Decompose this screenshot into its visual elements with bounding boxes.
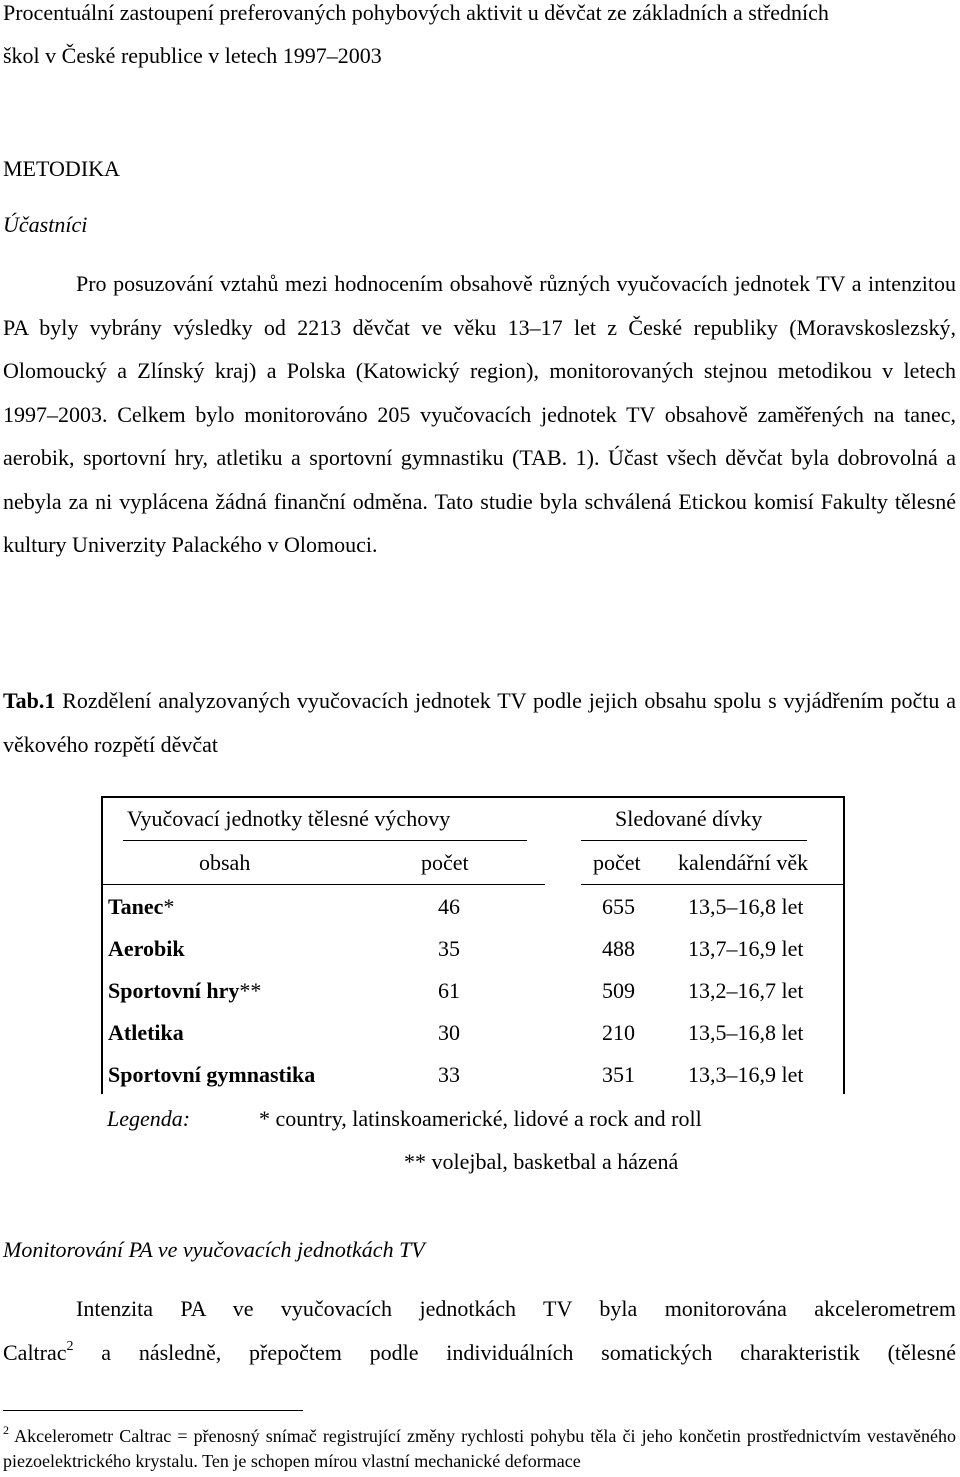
table-row (108, 1020, 184, 1046)
document-header-line-2: škol v České republice v letech 1997–2003 (3, 43, 382, 68)
table-subheader-content: obsah (199, 850, 251, 875)
table-group-header-lessons-label: Vyučovací jednotky tělesné výchovy (127, 806, 451, 831)
table-subheader-rule-right (581, 884, 845, 885)
monitoring-paragraph-line-1: Intenzita PA ve vyučovacích jednotkách TV byla monitorována akcelerometrem (76, 1296, 956, 1321)
row-activity-name: Sportovní gymnastika (108, 1062, 316, 1087)
row-girls-count: 655 (602, 894, 635, 919)
row-activity-name: Tanec (108, 894, 164, 919)
footnote-mark: 2 (3, 1423, 9, 1437)
subsection-monitoring: Monitorování PA ve vyučovacích jednotkách TV (3, 1237, 425, 1262)
footnote (3, 1424, 956, 1474)
row-activity-name: Sportovní hry (108, 978, 240, 1003)
table-caption (3, 679, 956, 766)
footnote-ref: 2 (66, 1338, 74, 1354)
row-activity-mark: * (163, 894, 175, 919)
table-row (108, 894, 174, 920)
table-row (108, 1062, 315, 1088)
row-age-range: 13,7–16,9 let (688, 936, 804, 961)
subsection-participants: Účastníci (3, 212, 88, 237)
row-lesson-count: 35 (438, 936, 460, 961)
table-subheader-count: počet (421, 850, 469, 875)
legend-label: Legenda: (107, 1106, 191, 1131)
row-activity-name: Atletika (108, 1020, 184, 1045)
table-subheader-age: kalendářní věk (678, 850, 809, 875)
row-girls-count: 351 (602, 1062, 635, 1087)
table-subheader-rule-left (103, 884, 545, 885)
document-header-line-1: Procentuální zastoupení preferovaných pohybových aktivit u děvčat ze základních a středních (3, 0, 829, 25)
table-group-header-lessons (127, 806, 450, 832)
row-age-range: 13,2–16,7 let (688, 978, 804, 1003)
activity-table (101, 796, 845, 1094)
table-caption-text: Rozdělení analyzovaných vyučovacích jednotek TV podle jejich obsahu spolu s vyjádřením počtu a věkového rozpětí děvčat (3, 688, 956, 757)
row-lesson-count: 46 (438, 894, 460, 919)
row-lesson-count: 33 (438, 1062, 460, 1087)
table-group-header-girls: Sledované dívky (615, 806, 763, 831)
row-lesson-count: 30 (438, 1020, 460, 1045)
footnote-text: Akcelerometr Caltrac = přenosný snímač registrující změny rychlosti pohybu těla či jeho končetin prostřednictvím vestavěného piezoelektrického krystalu. Ten je schopen mírou vlastní mechanické deformace (3, 1426, 956, 1471)
legend-item-1: * country, latinskoamerické, lidové a rock and roll (259, 1106, 702, 1131)
monitoring-paragraph-line-2-text: a následně, přepočtem podle individuálních somatických charakteristik (tělesné (73, 1339, 956, 1365)
participants-paragraph (3, 262, 956, 567)
table-subheader-girls-count: počet (593, 850, 641, 875)
legend-item-2: ** volejbal, basketbal a házená (404, 1149, 679, 1174)
row-girls-count: 488 (602, 936, 635, 961)
row-activity-name: Aerobik (108, 936, 185, 961)
caltrac-word: Caltrac (3, 1339, 67, 1365)
row-girls-count: 210 (602, 1020, 635, 1045)
table-group-rule-left (123, 840, 527, 841)
row-age-range: 13,5–16,8 let (688, 1020, 804, 1045)
row-lesson-count: 61 (438, 978, 460, 1003)
row-girls-count: 509 (602, 978, 635, 1003)
footnote-rule (3, 1410, 303, 1411)
table-group-rule-right (581, 840, 807, 841)
row-age-range: 13,5–16,8 let (688, 894, 804, 919)
section-title: METODIKA (3, 156, 120, 181)
table-row (108, 978, 261, 1004)
monitoring-paragraph-line-2 (3, 1331, 956, 1375)
row-activity-mark: ** (239, 978, 262, 1003)
monitoring-paragraph (3, 1287, 956, 1374)
participants-paragraph-text: Pro posuzování vztahů mezi hodnocením obsahově různých vyučovacích jednotek TV a intenzitou PA byly vybrány výsledky od 2213 děvčat ve věku 13–17 let z České republiky (Moravskoslezský, Olomoucký a Zlínský kraj) a Polska (Katowický region), monitorovaných stejnou metodikou v letech 1997–2003. Celkem bylo monitorováno 205 vyučovacích jednotek TV obsahově zaměřených na tanec, aerobik, sportovní hry, atletiku a sportovní gymnastiku (TAB. 1). Účast všech děvčat byla dobrovolná a nebyla za ni vyplácena žádná finanční odměna. Tato studie byla schválená Etickou komisí Fakulty tělesné kultury Univerzity Palackého v Olomouci. (3, 271, 956, 557)
row-age-range: 13,3–16,9 let (688, 1062, 804, 1087)
table-caption-label: Tab.1 (3, 688, 56, 713)
table-row (108, 936, 185, 962)
